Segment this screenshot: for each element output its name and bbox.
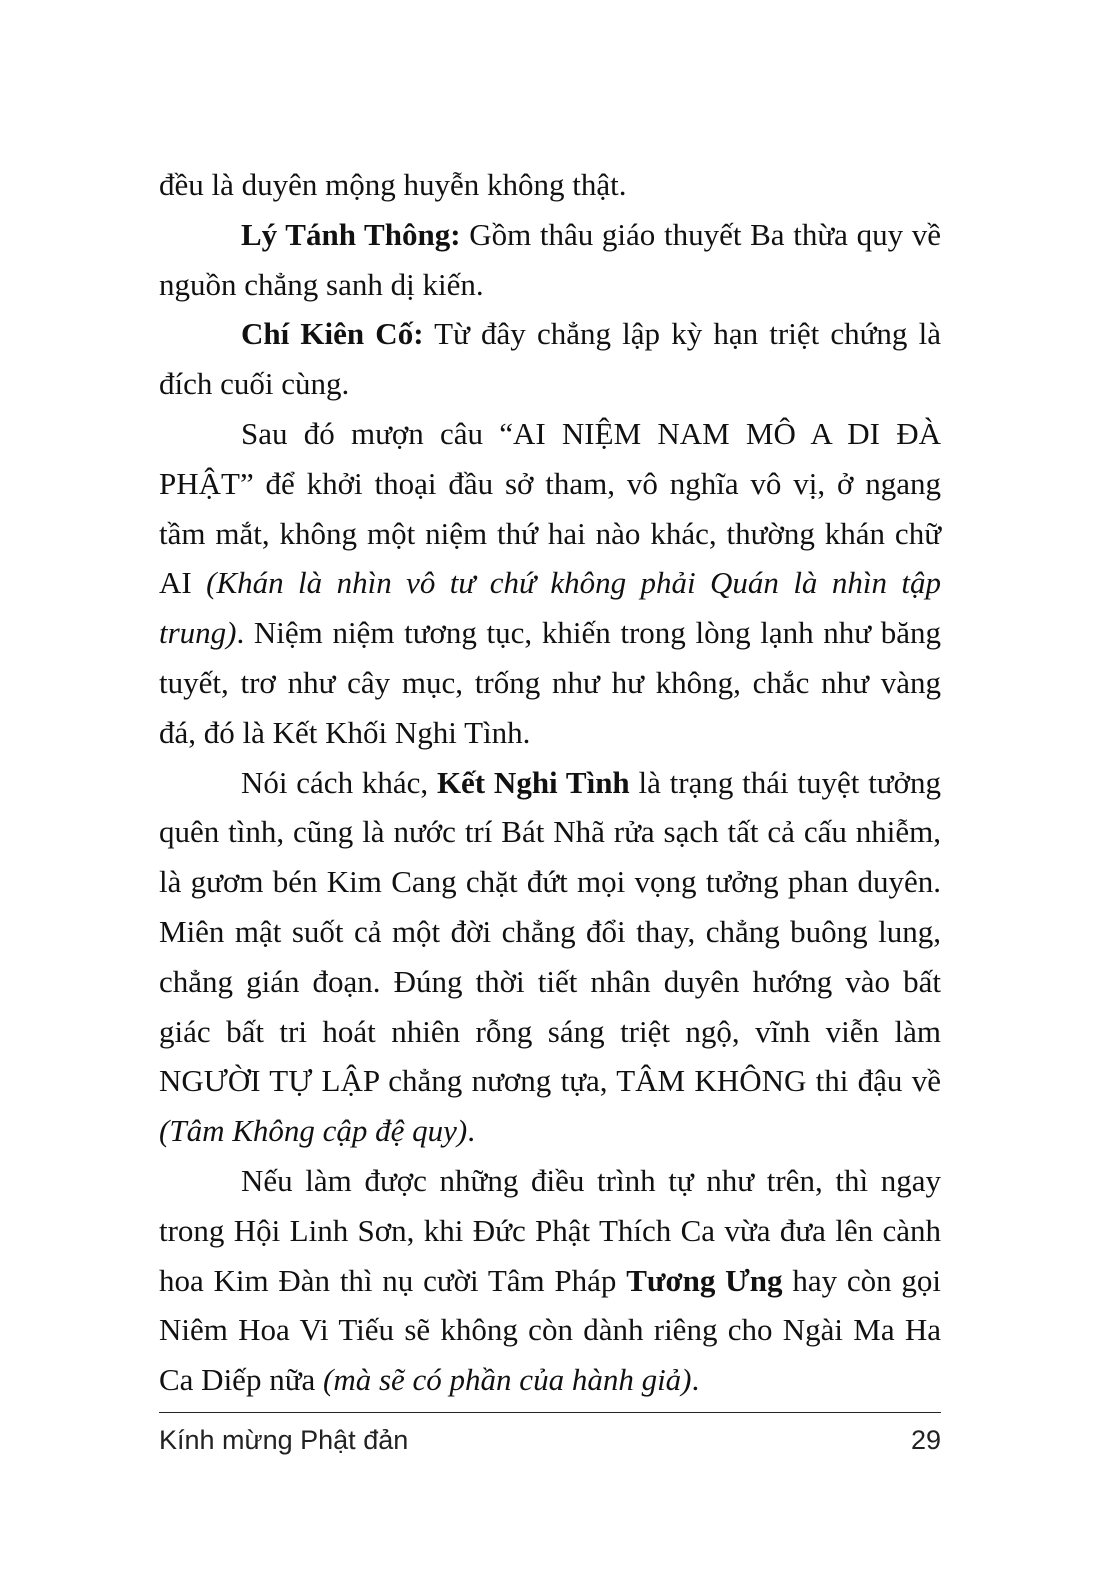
text-run: đều là duyên mộng huyễn không thật. [159, 167, 627, 202]
text-run: . Niệm niệm tương tục, khiến trong lòng lạnh như băng tuyết, trơ như cây mục, trống như hư không, chắc như vàng đá, đó là Kết Khối Nghi Tình. [159, 615, 941, 750]
italic-note: (Khán là nhìn vô tư chứ không phải Quán là nhìn tập trung) [159, 565, 941, 651]
paragraph [159, 758, 941, 1156]
italic-note: (Tâm Không cập đệ quy) [159, 1113, 468, 1149]
bold-term: Tương Ưng [626, 1262, 783, 1298]
text-run: . [691, 1362, 700, 1398]
body-text [159, 160, 941, 1405]
paragraph [159, 1156, 941, 1405]
text-run: Từ đây chẳng lập kỳ hạn triệt chứng là đích cuối cùng. [159, 316, 941, 402]
text-run: Nói cách khác, [241, 764, 437, 800]
paragraph [159, 409, 941, 758]
paragraph [159, 160, 941, 210]
text-run: Gồm thâu giáo thuyết Ba thừa quy về nguồn chẳng sanh dị kiến. [159, 216, 941, 302]
paragraph [159, 309, 941, 409]
footer-rule [159, 1412, 941, 1413]
text-run: là trạng thái tuyệt tưởng quên tình, cũng là nước trí Bát Nhã rửa sạch tất cả cấu nhiễm, là gươm bén Kim Cang chặt đứt mọi vọng tưởng phan duyên. Miên mật suốt cả một đời chẳng đổi thay, chẳng buông lung, chẳng gián đoạn. Đúng thời tiết nhân duyên hướng vào bất giác bất tri hoát nhiên rỗng sáng triệt ngộ, vĩnh viễn làm NGƯỜI TỰ LẬP chẳng nương tựa, TÂM KHÔNG thi đậu về [159, 764, 942, 1099]
page-number: 29 [910, 1425, 941, 1455]
running-footer-title: Kính mừng Phật đản [159, 1425, 409, 1455]
bold-term: Chí Kiên Cố: [241, 316, 424, 352]
paragraph [159, 210, 941, 310]
text-run: Nếu làm được những điều trình tự như trên, thì ngay trong Hội Linh Sơn, khi Đức Phật Thích Ca vừa đưa lên cành hoa Kim Đàn thì nụ cười Tâm Pháp [159, 1162, 941, 1298]
page-footer [159, 1420, 941, 1460]
italic-note: (mà sẽ có phần của hành giả) [323, 1362, 692, 1398]
text-run: hay còn gọi Niêm Hoa Vi Tiếu sẽ không còn dành riêng cho Ngài Ma Ha Ca Diếp nữa [159, 1262, 941, 1398]
bold-term: Lý Tánh Thông: [241, 216, 461, 252]
bold-term: Kết Nghi Tình [436, 764, 630, 800]
text-run: . [467, 1113, 475, 1149]
text-run: Sau đó mượn câu “AI NIỆM NAM MÔ A DI ĐÀ PHẬT” để khởi thoại đầu sở tham, vô nghĩa vô vị, ở ngang tầm mắt, không một niệm thứ hai nào khác, thường khán chữ AI [159, 415, 941, 601]
